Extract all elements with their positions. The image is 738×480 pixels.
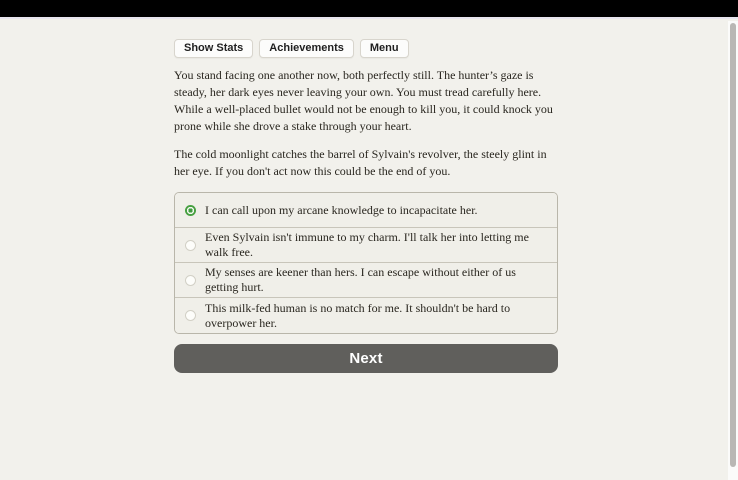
- story-paragraph: You stand facing one another now, both perfectly still. The hunter’s gaze is steady, her dark eyes never leaving your own. You must tread carefully here. While a well-placed bullet would not be enough to kill you, it could knock you prone while she drove a stake through your heart.: [174, 68, 553, 133]
- choice-label: This milk-fed human is no match for me. It shouldn't be hard to overpower her.: [205, 300, 511, 330]
- story-text: [174, 67, 558, 180]
- achievements-button[interactable]: Achievements: [259, 39, 354, 58]
- radio-unselected-icon[interactable]: [185, 240, 196, 251]
- choice-option-4[interactable]: [175, 298, 557, 333]
- game-content: [174, 21, 558, 373]
- choice-group: [174, 192, 558, 334]
- choice-label: Even Sylvain isn't immune to my charm. I'll talk her into letting me walk free.: [205, 230, 529, 259]
- show-stats-button[interactable]: Show Stats: [174, 39, 253, 58]
- game-toolbar: [174, 39, 558, 58]
- choice-label: I can call upon my arcane knowledge to incapacitate her.: [205, 202, 478, 217]
- choice-option-1[interactable]: [175, 193, 557, 228]
- letterbox-top-bar: [0, 0, 738, 19]
- scrollbar[interactable]: [728, 21, 738, 480]
- radio-selected-icon[interactable]: [185, 205, 196, 216]
- story-paragraph: The cold moonlight catches the barrel of Sylvain's revolver, the steely glint in her eye. If you don't act now this could be the end of you.: [174, 147, 547, 178]
- next-button[interactable]: Next: [174, 344, 558, 373]
- choice-option-3[interactable]: [175, 263, 557, 298]
- choice-label: My senses are keener than hers. I can escape without either of us getting hurt.: [205, 265, 516, 294]
- radio-unselected-icon[interactable]: [185, 310, 196, 321]
- choice-option-2[interactable]: [175, 228, 557, 263]
- scrollbar-thumb[interactable]: [730, 23, 736, 467]
- radio-unselected-icon[interactable]: [185, 275, 196, 286]
- menu-button[interactable]: Menu: [360, 39, 409, 58]
